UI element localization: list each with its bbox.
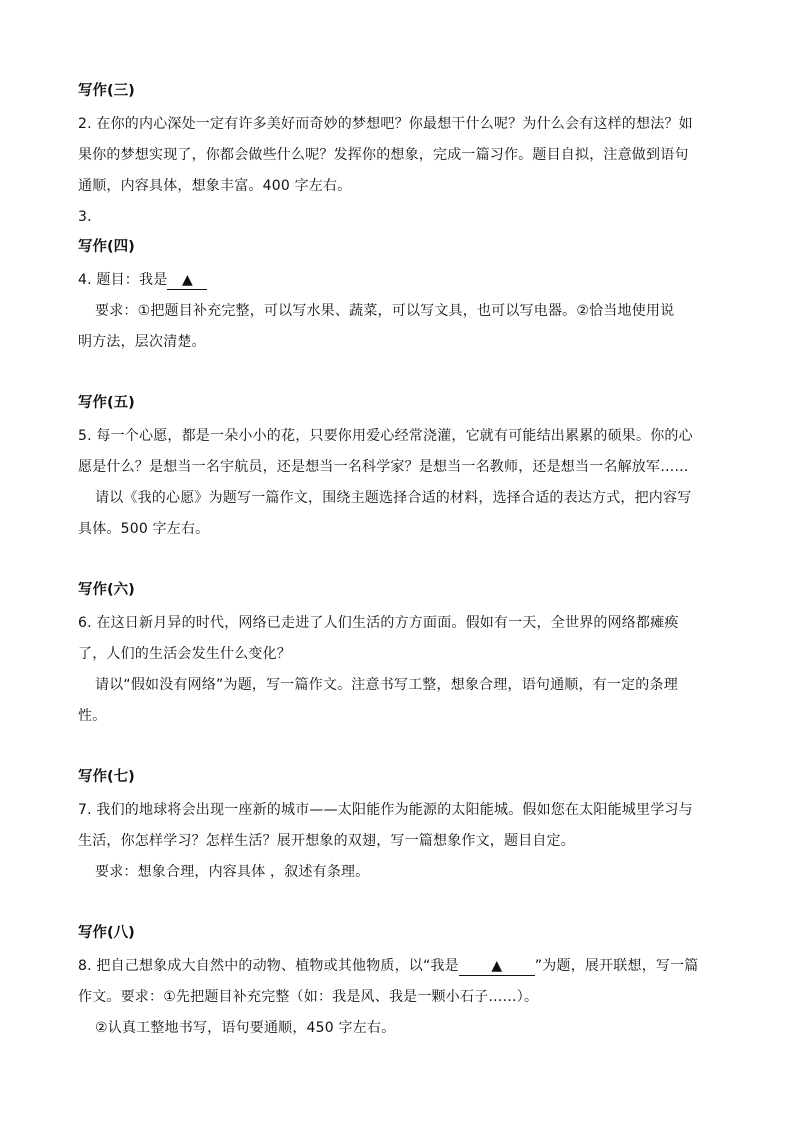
- question-number: 3.: [78, 209, 92, 225]
- paragraph-line: 2. 在你的内心深处一定有许多美好而奇妙的梦想吧？你最想干什么呢？为什么会有这样的想法？如: [78, 116, 693, 132]
- fill-blank: ▲: [167, 272, 207, 290]
- paragraph-line: 作文。要求：①先把题目补充完整（如：我是风、我是一颗小石子……）。: [78, 989, 539, 1005]
- paragraph-line: 请以《我的心愿》为题写一篇作文，围绕主题选择合适的材料，选择合适的表达方式，把内容写: [95, 490, 692, 506]
- prompt-prefix: 8. 把自己想象成大自然中的动物、植物或其他物质，以“我是: [78, 958, 459, 974]
- section-heading-7: 写作(七): [78, 769, 135, 785]
- section-heading-6: 写作(六): [78, 582, 135, 598]
- paragraph-line: 6. 在这日新月异的时代，网络已走进了人们生活的方方面面。假如有一天，全世界的网络都瘫痪: [78, 615, 679, 631]
- paragraph-line: 请以“假如没有网络”为题，写一篇作文。注意书写工整，想象合理，语句通顺，有一定的条理: [95, 677, 678, 693]
- title-prefix: 4. 题目：我是: [78, 272, 168, 288]
- fill-blank: ▲: [459, 958, 535, 976]
- title-prompt-line: [78, 956, 718, 976]
- paragraph-line: 5. 每一个心愿，都是一朵小小的花，只要你用爱心经常浇灌，它就有可能结出累累的硕果。你的心: [78, 428, 693, 444]
- paragraph-line: 明方法，层次清楚。: [78, 334, 206, 350]
- paragraph-line: 了，人们的生活会发生什么变化？: [78, 646, 291, 662]
- section-heading-3: 写作(三): [78, 83, 135, 99]
- section-heading-4: 写作(四): [78, 239, 135, 255]
- section-heading-5: 写作(五): [78, 395, 135, 411]
- requirement-line: 要求：想象合理，内容具体 ，叙述有条理。: [95, 864, 370, 880]
- paragraph-line: 果你的梦想实现了，你都会做些什么呢？发挥你的想象，完成一篇习作。题目自拟，注意做到语句: [78, 147, 689, 163]
- paragraph-line: 具体。500 字左右。: [78, 521, 210, 537]
- requirement-line: ②认真工整地书写，语句要通顺，450 字左右。: [95, 1020, 396, 1036]
- prompt-suffix: ”为题，展开联想，写一篇: [534, 958, 699, 974]
- requirement-line: 要求：①把题目补充完整，可以写水果、蔬菜，可以写文具，也可以写电器。②恰当地使用说: [95, 303, 675, 319]
- paragraph-line: 生活，你怎样学习？怎样生活？展开想象的双翅，写一篇想象作文，题目自定。: [78, 833, 575, 849]
- paragraph-line: 愿是什么？是想当一名宇航员，还是想当一名科学家？是想当一名教师，还是想当一名解放军……: [78, 459, 689, 475]
- paragraph-line: 7. 我们的地球将会出现一座新的城市——太阳能作为能源的太阳能城。假如您在太阳能城里学习与: [78, 802, 693, 818]
- paragraph-line: 性。: [78, 708, 107, 724]
- title-prompt-line: [78, 270, 718, 290]
- section-heading-8: 写作(八): [78, 925, 135, 941]
- paragraph-line: 通顺，内容具体，想象丰富。400 字左右。: [78, 178, 352, 194]
